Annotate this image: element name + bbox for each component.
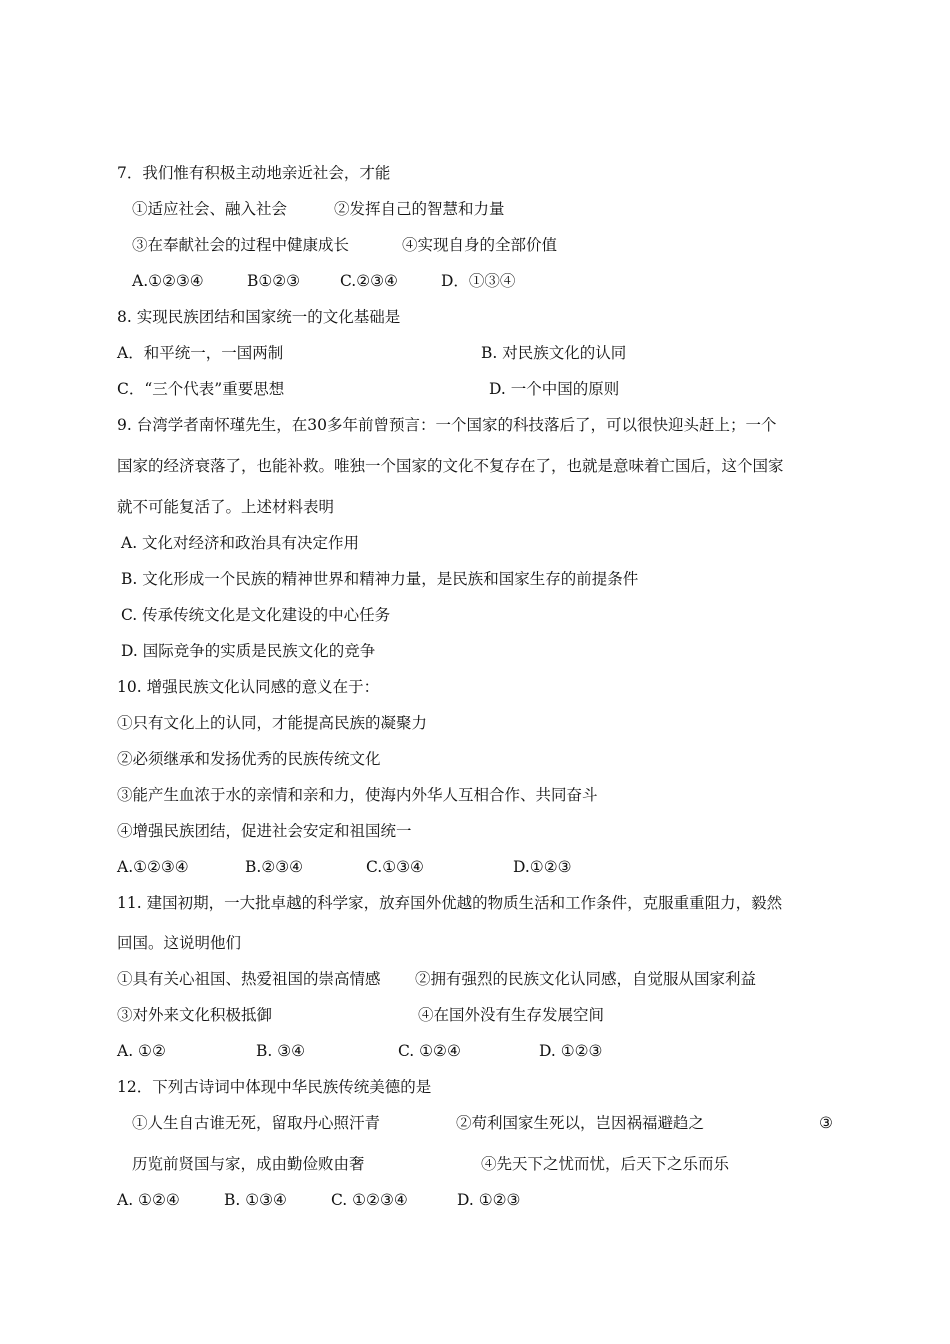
q9-stem-line-1: 9. 台湾学者南怀瑾先生，在30多年前曾预言：一个国家的科技落后了，可以很快迎头赶上；一个	[117, 416, 777, 434]
q7-option-b: B①②③	[247, 272, 301, 290]
q9-stem-line-2: 国家的经济衰落了，也能补救。唯独一个国家的文化不复存在了，也就是意味着亡国后，这个国家	[117, 457, 784, 475]
q10-option-c: C.①③④	[366, 858, 424, 876]
q9-option-d: D. 国际竞争的实质是民族文化的竞争	[121, 642, 376, 660]
q10-option-a: A.①②③④	[117, 858, 189, 876]
q12-statement-4: ④先天下之忧而忧，后天下之乐而乐	[481, 1155, 730, 1173]
q7-option-a: A.①②③④	[132, 272, 204, 290]
q7-statement-1: ①适应社会、融入社会	[132, 200, 288, 218]
q10-statement-4: ④增强民族团结，促进社会安定和祖国统一	[117, 822, 412, 840]
q10-statement-2: ②必须继承和发扬优秀的民族传统文化	[117, 750, 381, 768]
q10-option-d: D.①②③	[513, 858, 572, 876]
q12-statement-3: 历览前贤国与家，成由勤俭败由奢	[132, 1155, 365, 1173]
q8-option-c: C．“三个代表”重要思想	[117, 380, 285, 398]
q12-stem: 12．下列古诗词中体现中华民族传统美德的是	[117, 1078, 432, 1096]
q8-option-d: D. 一个中国的原则	[489, 380, 620, 398]
q11-option-d: D. ①②③	[539, 1042, 603, 1060]
q10-stem: 10. 增强民族文化认同感的意义在于：	[117, 678, 380, 696]
q11-option-a: A. ①②	[117, 1042, 166, 1060]
q7-statement-2: ②发挥自己的智慧和力量	[334, 200, 505, 218]
q12-option-b: B. ①③④	[224, 1191, 287, 1209]
q10-statement-3: ③能产生血浓于水的亲情和亲和力，使海内外华人互相合作、共同奋斗	[117, 786, 598, 804]
q12-option-d: D. ①②③	[457, 1191, 521, 1209]
q7-option-d: D．①③④	[441, 272, 516, 290]
q10-statement-1: ①只有文化上的认同，才能提高民族的凝聚力	[117, 714, 428, 732]
q9-option-b: B. 文化形成一个民族的精神世界和精神力量，是民族和国家生存的前提条件	[121, 570, 639, 588]
q7-option-c: C.②③④	[340, 272, 398, 290]
q9-option-a: A. 文化对经济和政治具有决定作用	[121, 534, 360, 552]
q8-option-b: B. 对民族文化的认同	[481, 344, 627, 362]
q9-option-c: C. 传承传统文化是文化建设的中心任务	[121, 606, 391, 624]
q12-option-a: A. ①②④	[117, 1191, 180, 1209]
q10-option-b: B.②③④	[245, 858, 304, 876]
q11-option-c: C. ①②④	[398, 1042, 461, 1060]
q11-statement-1: ①具有关心祖国、热爱祖国的崇高情感	[117, 970, 381, 988]
q12-statement-2: ②苟利国家生死以，岂因祸福避趋之	[456, 1114, 705, 1132]
q7-stem: 7．我们惟有积极主动地亲近社会，才能	[117, 164, 391, 182]
q7-statement-4: ④实现自身的全部价值	[402, 236, 558, 254]
q11-stem-line-1: 11. 建国初期，一大批卓越的科学家，放弃国外优越的物质生活和工作条件，克服重重阻力，毅然	[117, 894, 783, 912]
q11-statement-4: ④在国外没有生存发展空间	[418, 1006, 605, 1024]
q8-option-a: A．和平统一，一国两制	[117, 344, 284, 362]
q11-statement-3: ③对外来文化积极抵御	[117, 1006, 273, 1024]
q12-statement-1: ①人生自古谁无死，留取丹心照汗青	[132, 1114, 381, 1132]
q11-option-b: B. ③④	[256, 1042, 306, 1060]
q12-option-c: C. ①②③④	[331, 1191, 408, 1209]
q12-statement-3-marker: ③	[819, 1114, 833, 1132]
q8-stem: 8. 实现民族团结和国家统一的文化基础是	[117, 308, 401, 326]
q11-statement-2: ②拥有强烈的民族文化认同感，自觉服从国家利益	[415, 970, 757, 988]
q9-stem-line-3: 就不可能复活了。上述材料表明	[117, 498, 335, 516]
q11-stem-line-2: 回国。这说明他们	[117, 934, 242, 952]
q7-statement-3: ③在奉献社会的过程中健康成长	[132, 236, 350, 254]
